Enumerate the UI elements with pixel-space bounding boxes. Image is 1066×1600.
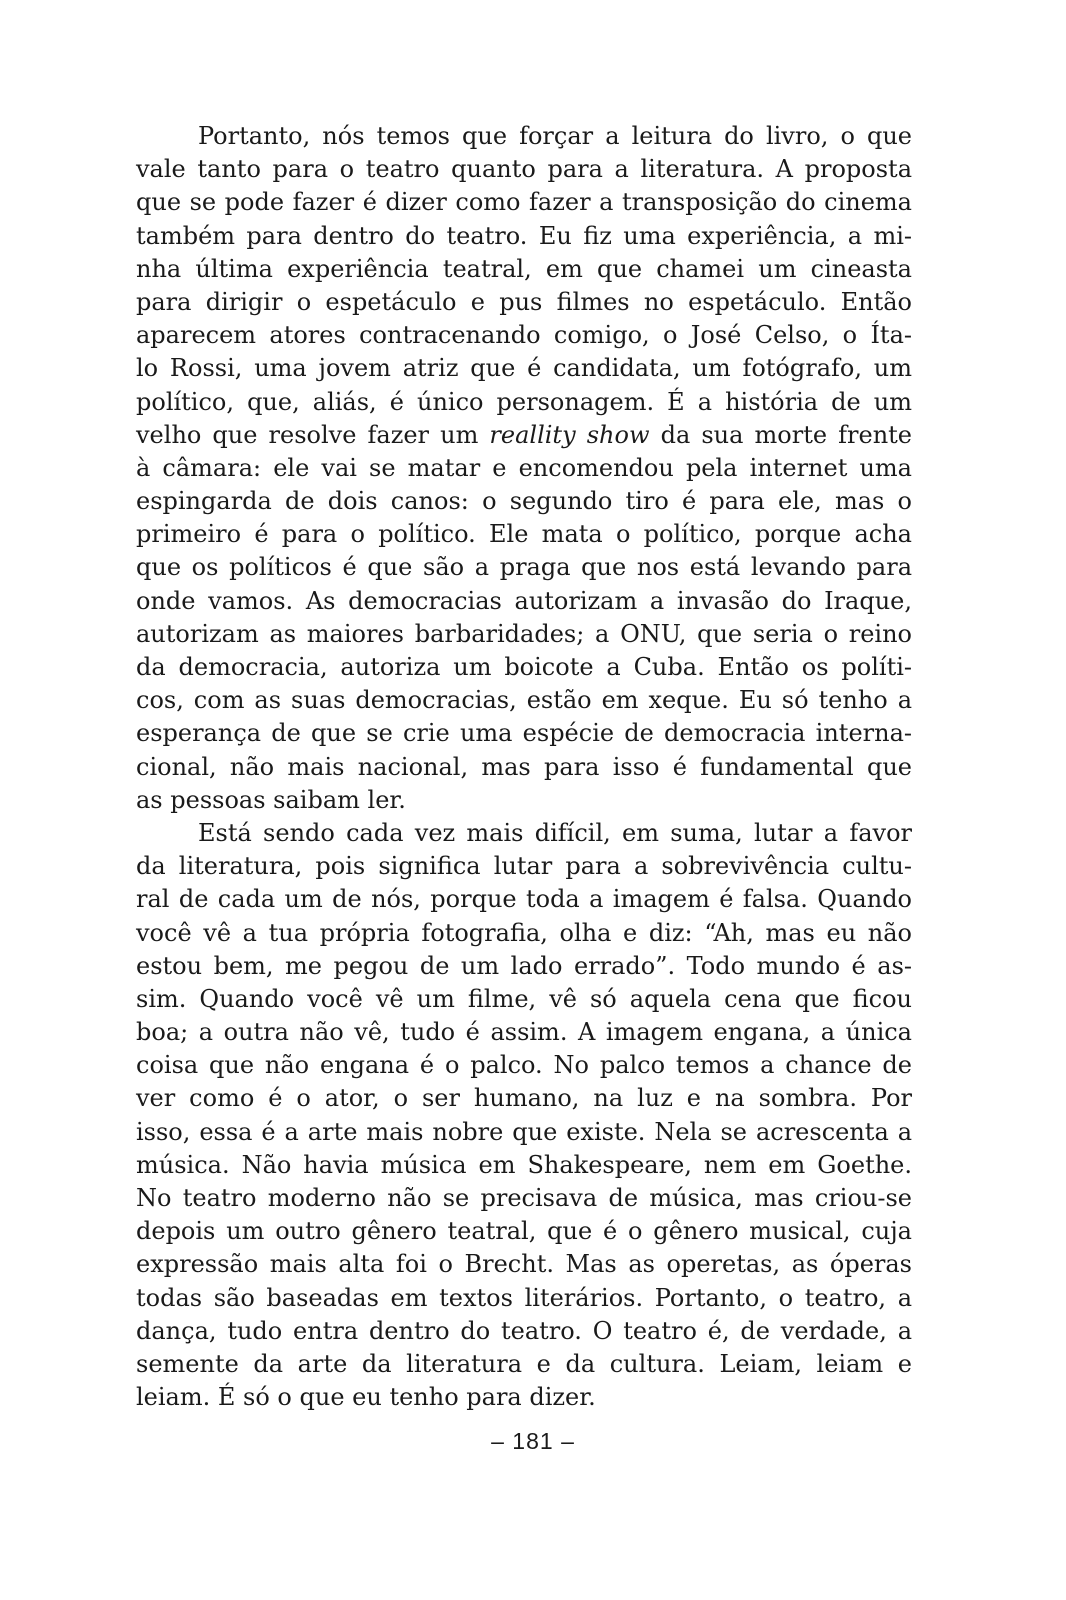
- line-text: sim. Quando você vê um filme, vê só aquela cena que ficou: [136, 984, 912, 1013]
- text-line: [136, 253, 912, 286]
- line-text: à câmara: ele vai se matar e encomendou pela internet uma: [136, 453, 912, 482]
- text-line: [136, 1082, 912, 1115]
- line-text: música. Não havia música em Shakespeare, nem em Goethe.: [136, 1150, 912, 1179]
- line-text: esperança de que se crie uma espécie de democracia interna-: [136, 719, 912, 748]
- text-line: [136, 585, 912, 618]
- line-text: velho que resolve fazer um: [136, 420, 490, 449]
- body-text: [136, 120, 912, 1414]
- line-text: semente da arte da literatura e da cultura. Leiam, leiam e: [136, 1349, 912, 1378]
- text-line: [136, 1116, 912, 1149]
- line-text: ver como é o ator, o ser humano, na luz e na sombra. Por: [136, 1084, 912, 1113]
- line-text: você vê a tua própria fotografia, olha e diz: “Ah, mas eu não: [136, 918, 912, 947]
- text-line: [136, 817, 912, 850]
- text-line: [136, 485, 912, 518]
- text-line: [136, 1182, 912, 1215]
- line-text: autorizam as maiores barbaridades; a ONU, que seria o reino: [136, 619, 912, 648]
- line-text: No teatro moderno não se precisava de música, mas criou-se: [136, 1184, 912, 1212]
- line-text: boa; a outra não vê, tudo é assim. A imagem engana, a única: [136, 1018, 912, 1047]
- text-line: [136, 618, 912, 651]
- text-line: [136, 452, 912, 485]
- line-text: primeiro é para o político. Ele mata o político, porque acha: [136, 520, 912, 549]
- line-text: depois um outro gênero teatral, que é o gênero musical, cuja: [136, 1217, 912, 1246]
- line-text: as pessoas saibam ler.: [136, 785, 406, 814]
- text-line: [136, 220, 912, 253]
- text-line: [136, 850, 912, 883]
- line-text: estou bem, me pegou de um lado errado”. Todo mundo é as-: [136, 951, 912, 980]
- page-number: – 181 –: [491, 1428, 575, 1454]
- line-text: aparecem atores contracenando comigo, o José Celso, o Íta-: [136, 321, 912, 350]
- text-line: [136, 1315, 912, 1348]
- line-text: coisa que não engana é o palco. No palco temos a chance de: [136, 1051, 912, 1080]
- line-text: ral de cada um de nós, porque toda a imagem é falsa. Quando: [136, 885, 912, 914]
- line-text: cos, com as suas democracias, estão em xeque. Eu só tenho a: [136, 686, 912, 715]
- text-line: [136, 1248, 912, 1281]
- line-text: nha última experiência teatral, em que chamei um cineasta: [136, 254, 912, 283]
- line-text: para dirigir o espetáculo e pus filmes no espetáculo. Então: [136, 287, 912, 316]
- text-line: [136, 352, 912, 385]
- line-text: que os políticos é que são a praga que nos está levando para: [136, 553, 912, 582]
- line-text: leiam. É só o que eu tenho para dizer.: [136, 1383, 596, 1412]
- text-line: [136, 419, 912, 452]
- text-line: [136, 684, 912, 717]
- line-text: que se pode fazer é dizer como fazer a transposição do cinema: [136, 188, 912, 217]
- line-text: da sua morte frente: [649, 420, 912, 449]
- line-text: todas são baseadas em textos literários. Portanto, o teatro, a: [136, 1283, 912, 1312]
- text-line: [136, 950, 912, 983]
- line-text: Portanto, nós temos que forçar a leitura do livro, o que: [198, 122, 912, 150]
- text-line: [136, 1282, 912, 1315]
- line-text: espingarda de dois canos: o segundo tiro é para ele, mas o: [136, 487, 912, 516]
- line-text: isso, essa é a arte mais nobre que existe. Nela se acrescenta a: [136, 1117, 912, 1146]
- text-line: [136, 717, 912, 750]
- text-line: [136, 751, 912, 784]
- line-text: também para dentro do teatro. Eu fiz uma experiência, a mi-: [136, 221, 912, 250]
- text-line: [136, 120, 912, 153]
- italic-phrase: reallity show: [489, 420, 650, 449]
- text-line: [136, 518, 912, 551]
- text-line: [136, 186, 912, 219]
- line-text: político, que, aliás, é único personagem. É a história de um: [136, 387, 912, 416]
- text-line: [136, 286, 912, 319]
- text-line: [136, 319, 912, 352]
- text-line: [136, 1215, 912, 1248]
- line-text: da literatura, pois significa lutar para a sobrevivência cultu-: [136, 852, 912, 881]
- text-line: [136, 1149, 912, 1182]
- line-text: vale tanto para o teatro quanto para a literatura. A proposta: [136, 155, 912, 184]
- text-line: [136, 1348, 912, 1381]
- text-line: [136, 1381, 912, 1414]
- paragraph: [136, 817, 912, 1414]
- line-text: expressão mais alta foi o Brecht. Mas as operetas, as óperas: [136, 1250, 912, 1279]
- line-text: da democracia, autoriza um boicote a Cuba. Então os políti-: [136, 653, 912, 681]
- text-line: [136, 883, 912, 916]
- line-text: onde vamos. As democracias autorizam a invasão do Iraque,: [136, 586, 912, 615]
- text-line: [136, 551, 912, 584]
- line-text: dança, tudo entra dentro do teatro. O teatro é, de verdade, a: [136, 1316, 912, 1345]
- text-line: [136, 1016, 912, 1049]
- line-text: cional, não mais nacional, mas para isso é fundamental que: [136, 752, 912, 781]
- text-line: [136, 386, 912, 419]
- line-text: lo Rossi, uma jovem atriz que é candidata, um fotógrafo, um: [136, 354, 912, 383]
- line-text: Está sendo cada vez mais difícil, em suma, lutar a favor: [198, 818, 912, 847]
- text-line: [136, 983, 912, 1016]
- text-line: [136, 917, 912, 950]
- text-line: [136, 651, 912, 684]
- paragraph: [136, 120, 912, 817]
- text-line: [136, 153, 912, 186]
- text-line: [136, 784, 912, 817]
- text-line: [136, 1049, 912, 1082]
